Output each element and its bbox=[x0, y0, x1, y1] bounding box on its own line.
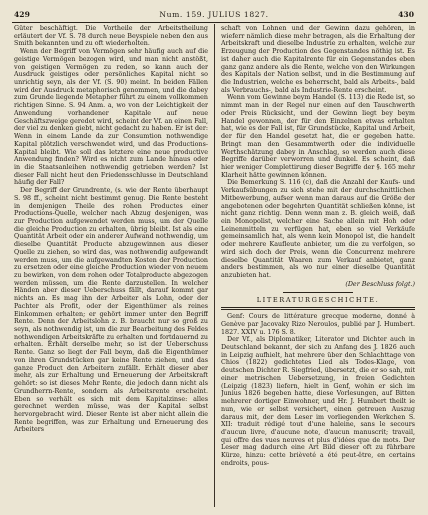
review-intro: Genf: Cours de littérature grecque moderne, donné à Genève par Jacovaky Rizo Neroulos, publié par J. Humbert. 1827. XXIV u. 176 S. 8. bbox=[221, 313, 415, 336]
issue-date: Num. 159. JULIUS 1827. bbox=[159, 10, 269, 19]
header-rule bbox=[12, 22, 416, 23]
section-title: LITERATURGESCHICHTE. bbox=[256, 296, 380, 305]
section-rule bbox=[221, 307, 415, 310]
continuation-note: (Der Beschluss folgt.) bbox=[345, 280, 415, 288]
paragraph: Wenn der Begriff von Vermögen sehr häufig auch auf die geistige Vermögen bezogen wird, und man nicht anstößt, von geistigen Vermögen zu reden, so kann auch der Ausdruck geistiges oder persönliches Kapital nicht so unrichtig seyn, als der Vf. (S. 90) meint. In beiden Fällen wird der Ausdruck metaphorisch genommen, und die dabey zum Grunde liegende Metapher führt zu einem vollkommen richtigen Sinne. S. 94 Anm. a, wo von der Leichtigkeit der Anwendung vorhandener Kapitale auf neue Geschäftszweige geredet wird, scheint der Vf. an einen Fall, der viel zu denken giebt, nicht gedacht zu haben. Er ist der: Wenn in einem Lande da zur Consumtion nothwendige Kapital plötzlich verschwendet wird, und das Productions-Kapital bleibt. Wie soll das letztere eine neue productive Anwendung finden? Wird es nicht zum Lande hinaus oder in die Staatsanleihen nothwendig getrieben werden? Ist dieser Fall nicht heut den Friedensschlusse in Deutschland häufig der Fall? bbox=[14, 48, 208, 187]
page-number-left: 429 bbox=[14, 10, 30, 19]
section-separator bbox=[283, 292, 353, 293]
review-body: Der Vf., als Diplomatiker, Literator und Dichter auch in Deutschland bekannt, der sich zu Anfang des J. 1826 auch in Leipzig aufhielt, hat mehrere über den Schlachttage von Chios (1822) gedichtetes Lied als Todes-Klage, von deutschen Dichter R. Siegfried, übersetzt, die er so sah, mit einer metrischen Uebersetzung, in freien Gedichten (Leipzig (1823) liefern, hielt in Genf, wohin er sich im Junius 1826 begeben hatte, diese Vorlesungen, auf Bitten mehrerer dortiger Einwohner, und Hr. J. Humbert theilt ie nun, wie er selbst versichert, einen getreuen Auszug daraus mit, der dem Leser im vorliegenden Werkchen S. XII: traduit rédigé tout d'une haleine, sans le secours d'aucun livre, d'aucune note, d'aucun manuscrit; travail, qui offre des vues neuves et plus d'idées que de mots. Der Leser mag dadurch eine Art Bild dieser oft zu führbare Kürze, hinzu: cette brièveté a été peut-être, en certains endroits, pous- bbox=[221, 336, 415, 467]
right-column bbox=[221, 25, 415, 507]
paragraph: Der Begriff der Grundrente, (s. wie der Rente überhaupt S. 98 ff., scheint nicht bestimmt genug. Die Rente besteht in demjenigen Theile des rohen Productes einer Productions-Quelle, welcher nach Abzug desjenigen, was zur Production aufgewendet werden muss, um der Quelle die gleiche Production zu erhalten, übrig bleibt. Ist als eine Quantität Arbeit oder ein anderer Aufwand nothwendig, um dieselbe Quantität Producte abzugewinnen aus dieser Quelle zu ziehen, so wird das, was nothwendig aufgewandt werden muss, um die aufgewandten Kosten der Production zu ersetzen oder eine gleiche Production wieder von neuem zu bewirken, von dem rohen oder Totalproducte abgezogen werden müssen, um die Rente darzustellen. In welcher Händen aber dieser Ueberschuss fällt, darauf kommt gar nichts an. Es mag ihn der Arbeiter als Lohn, oder der Pachter als Profit, oder der Eigenthümer als reines Einkommen erhalten; er gehört immer unter den Begriff Rente. Denn der Arbeitslohn z. B. braucht nur so groß zu seyn, als nothwendig ist, um die zur Bearbeitung des Feldes nothwendigen Arbeitskräfte zu erhalten und fortdauernd zu erhalten. Erhält derselbe mehr, so ist der Ueberschuss Rente. Ganz so liegt der Fall beym, daß die Eigenthümer von ihren Grundstücken gar keine Rente ziehen, und das ganze Product den Arbeitern zufällt. Erhält dieser aber mehr, als zur Erhaltung und Erneuerung der Arbeitskraft gehört: so ist dieses Mehr Rente, die jedoch dann nicht als Grundherrn-Rente, sondern als Arbeitsrente erscheint. Eben so verhält es sich mit dem Kapitalzinse: alles gerechnet werden müsse, was der Kapital selbst hervorgebracht wird. Dieser Rente ist aber nicht allein die Rente begriffen, was zur Erhaltung und Erneuerung des Arbeiters bbox=[14, 187, 208, 434]
paragraph: Die Bemerkung S. 116 (c), daß die Anzahl der Kaufs- und Verkaufsübungen zu sich stehe mit der durchschnittlichen Mitbewerbung, aufser wenn man daraus auf die Größe der angebotenen oder begehrten Quantität schließen könne, ist nicht ganz richtig. Denn wenn man z. B. gleich weiß, daß ein Monopolist, welcher eine Sache allein mit Hoh oder Leinenmitteln zu verfügen hat, eben so viel Verkäufe gemeinsamlich hat, als wenn kein Monopol ist, die handelt oder mehrere Kaufleute anbieter, um die zu verfolgen, so wird sich doch der Preis, wenn die Concurrenz mehrere dieselbe Quantität Waaren zum Verkauf anbietet, ganz anders bestimmen, als wo nur einer dieselbe Quantität anzubieten hat. bbox=[221, 179, 415, 279]
paragraph: Güter beschäftigt. Die Vortheile der Arbeitstheilung erläutert der Vf. S. 78 durch neue Beyspiele neben den aus Smith bekannten und zu oft wiederholten. bbox=[14, 25, 208, 48]
page-number-right: 430 bbox=[398, 10, 414, 19]
paragraph: schaft von Lohnen und der Gewinn dazu gehören, in wieferr nämlich diese mehr betragen, als die Erhaltung der Arbeitskraft und dieselbe Industrie zu erhalten, welche zur Erzeugung der Production des Gegenstandes nöthig ist. Es ist daher auch die Kapitalrente für ein Gegenstandes eben ganz ganz andere als die Rente, welche von den Wirkungen des Kapitals der Nation selbst, und in die Bestimmung auf die Industrien, welche es beherrscht, bald als Arbeits-, bald als Verbrauchs-, bald als Industrie-Rente erscheint. bbox=[221, 25, 415, 94]
page-header bbox=[14, 9, 414, 21]
column-divider bbox=[214, 24, 215, 507]
left-column bbox=[14, 25, 208, 507]
paragraph: Wenn vom Gewinne beym Handel (S. 113) die Rede ist, so nimmt man in der Regel nur einen auf den Tauschwerth oder Preis Rücksicht, und der Gewinn liegt bey beym Handel gewonnen, der für den Einzelnen etwas erhalten hat, wie es der Fall ist, für Grundstücke, Kapital und Arbeit, der für den Handel gesetzt hat, die er gegeben hatte. Bringt man den Gesammtwerth oder die individuelle Werthschätzung dabey in Anschlag, so werden auch diese Begriffe darüber verworren und dunkel. Es scheint, daß hier weniger Complettirung dieser Begriffe der §. 165 mehr Klarheit hätte gewinnen können. bbox=[221, 94, 415, 179]
